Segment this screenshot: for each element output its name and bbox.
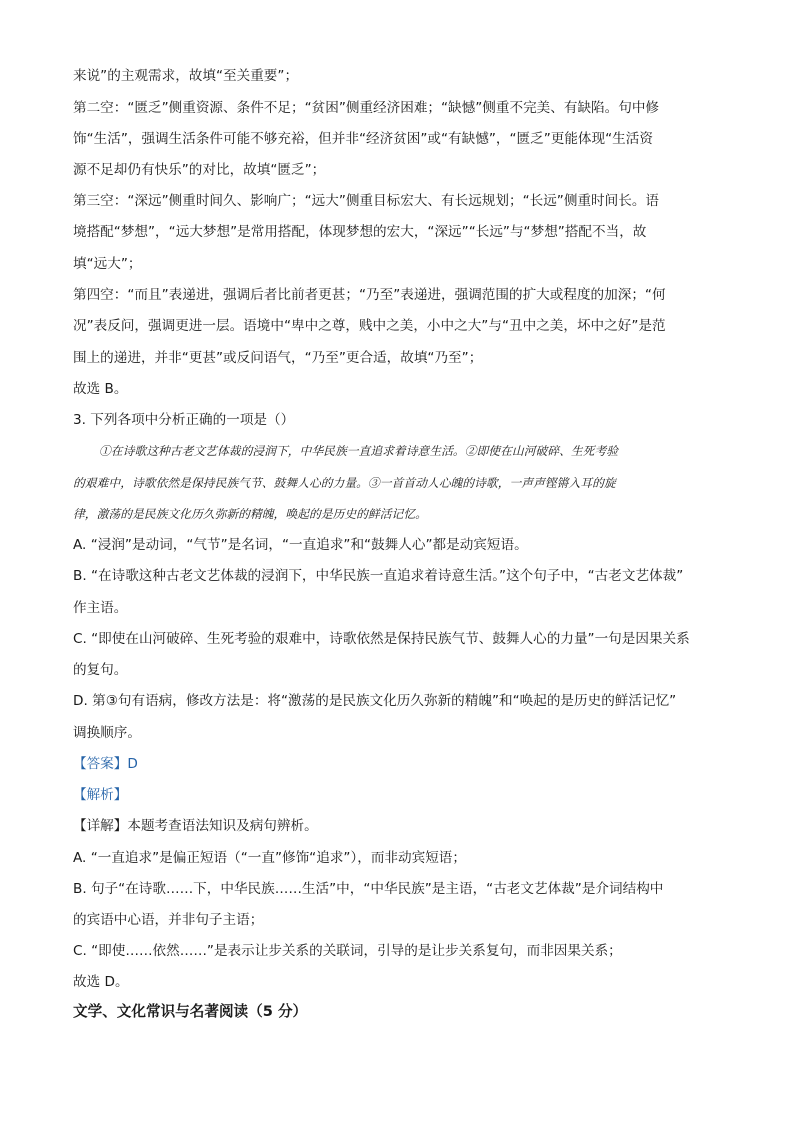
option-a: A. “浸润”是动词，“气节”是名词，“一直追求”和“鼓舞人心”都是动宾短语。 <box>73 537 528 553</box>
text-line: 【详解】本题考查语法知识及病句辨析。 <box>73 818 318 834</box>
question-title: 3. 下列各项中分析正确的一项是（） <box>73 412 295 428</box>
text-line: A. “一直追求”是偏正短语（“一直”修饰“追求”），而非动宾短语； <box>73 850 466 866</box>
text-line: C. “即使……依然……”是表示让步关系的关联词，引导的是让步关系复句，而非因果关系； <box>73 943 622 959</box>
text-line: B. 句子“在诗歌……下，中华民族……生活”中，“中华民族”是主语，“古老文艺体裁”是介词结构中 <box>73 881 664 897</box>
text-line: 的复句。 <box>73 662 128 678</box>
text-line: 第三空：“深远”侧重时间久、影响广；“远大”侧重目标宏大、有长远规划；“长远”侧重时间长。语 <box>73 193 660 209</box>
passage-line: 律，激荡的是民族文化历久弥新的精魄，唤起的是历史的鲜活记忆。 <box>73 507 427 521</box>
text-line: 围上的递进，并非“更甚”或反问语气，“乃至”更合适，故填“乃至”； <box>73 350 483 366</box>
text-line: 境搭配“梦想”，“远大梦想”是常用搭配，体现梦想的宏大，“深远”“长远”与“梦想”搭配不当，故 <box>73 224 647 240</box>
option-b: B. “在诗歌这种古老文艺体裁的浸润下，中华民族一直追求着诗意生活。”这个句子中，“古老文艺体裁” <box>73 568 684 584</box>
option-d: D. 第③句有语病，修改方法是：将“激荡的是民族文化历久弥新的精魄”和“唤起的是历史的鲜活记忆” <box>73 693 677 709</box>
passage-line: ①在诗歌这种古老文艺体裁的浸润下，中华民族一直追求着诗意生活。②即使在山河破碎、生死考验 <box>99 444 619 458</box>
text-line: 第四空：“而且”表递进，强调后者比前者更甚；“乃至”表递进，强调范围的扩大或程度的加深；“何 <box>73 287 666 303</box>
text-line: 调换顺序。 <box>73 725 141 741</box>
text-line: 作主语。 <box>73 600 128 616</box>
text-line: 来说”的主观需求，故填“至关重要”； <box>73 68 299 84</box>
text-line: 源不足却仍有快乐”的对比，故填“匮乏”； <box>73 162 326 178</box>
passage-line: 的艰难中，诗歌依然是保持民族气节、鼓舞人心的力量。③一首首动人心魄的诗歌，一声声铿锵入耳的旋 <box>73 476 616 490</box>
text-line: 饰“生活”，强调生活条件可能不够充裕，但并非“经济贫困”或“有缺憾”，“匮乏”更能体现“生活资 <box>73 131 653 147</box>
text-line: 的宾语中心语，并非句子主语； <box>73 912 264 928</box>
text-line: 况”表反问，强调更进一层。语境中“卑中之尊，贱中之美，小中之大”与“丑中之美，坏中之好”是范 <box>73 318 666 334</box>
text-line: 故选 D。 <box>73 974 129 990</box>
option-c: C. “即使在山河破碎、生死考验的艰难中，诗歌依然是保持民族气节、鼓舞人心的力量”一句是因果关系 <box>73 631 690 647</box>
answer-label: 【答案】D <box>73 756 138 772</box>
text-line: 故选 B。 <box>73 381 128 397</box>
section-heading: 文学、文化常识与名著阅读（5 分） <box>73 1003 308 1020</box>
analysis-label: 【解析】 <box>73 787 128 803</box>
text-line: 第二空：“匮乏”侧重资源、条件不足；“贫困”侧重经济困难；“缺憾”侧重不完美、有缺陷。句中修 <box>73 100 660 116</box>
text-line: 填“远大”； <box>73 256 142 272</box>
